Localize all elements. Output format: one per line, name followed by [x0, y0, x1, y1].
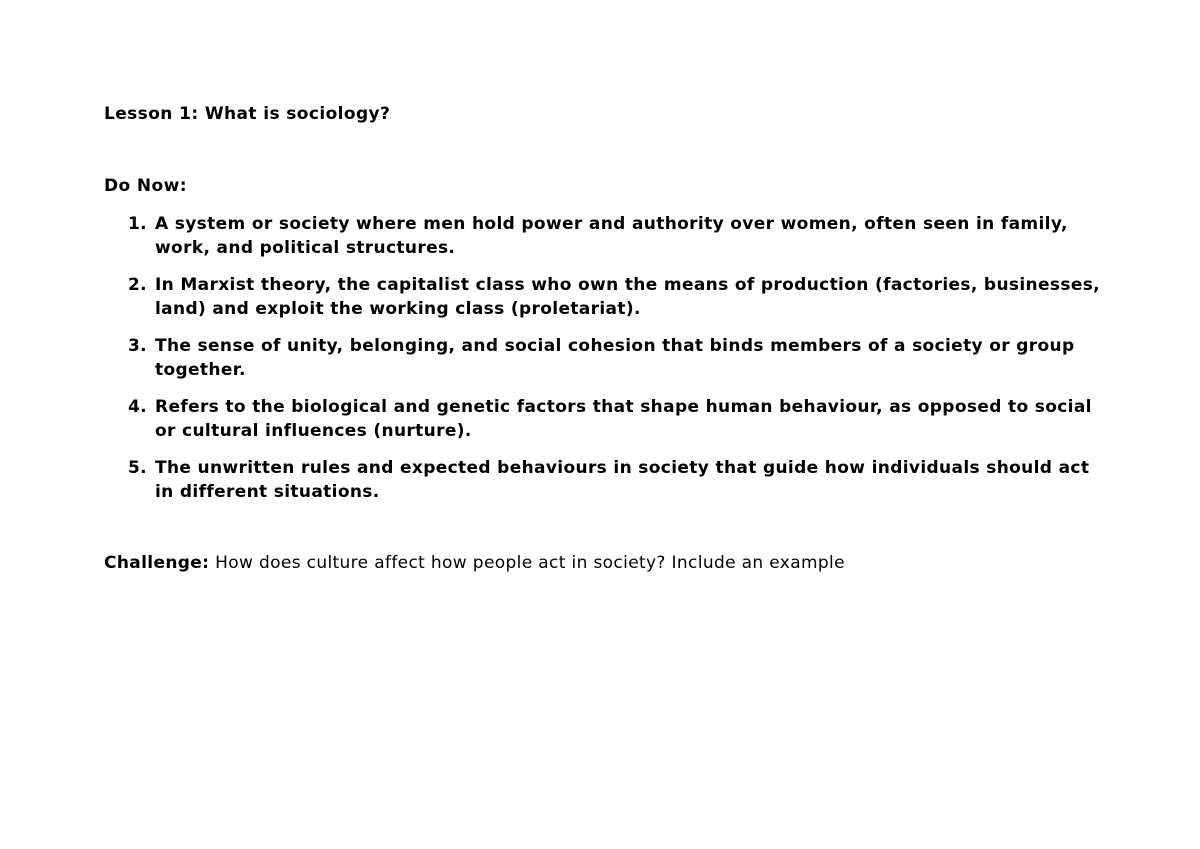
challenge-text: How does culture affect how people act in society? Include an example — [209, 553, 845, 573]
list-item — [104, 212, 1100, 260]
list-item — [104, 334, 1100, 382]
item-number: 2. — [128, 275, 147, 295]
challenge — [104, 553, 845, 573]
item-number: 1. — [128, 214, 147, 234]
do-now-list — [104, 212, 1104, 517]
item-text: In Marxist theory, the capitalist class who own the means of production (factories, businesses, land) and exploit the working class (proletariat). — [155, 275, 1100, 319]
list-item — [104, 456, 1100, 504]
item-text: A system or society where men hold power and authority over women, often seen in family, work, and political structures. — [155, 214, 1068, 258]
do-now-heading: Do Now: — [104, 176, 187, 196]
item-number: 3. — [128, 336, 147, 356]
lesson-title: Lesson 1: What is sociology? — [104, 104, 391, 124]
list-item — [104, 273, 1100, 321]
list-item — [104, 395, 1100, 443]
item-number: 5. — [128, 458, 147, 478]
challenge-label: Challenge: — [104, 553, 210, 573]
item-text: The unwritten rules and expected behaviours in society that guide how individuals should act in different situations. — [155, 458, 1090, 502]
item-text: The sense of unity, belonging, and social cohesion that binds members of a society or group together. — [155, 336, 1075, 380]
item-text: Refers to the biological and genetic factors that shape human behaviour, as opposed to social or cultural influences (nurture). — [155, 397, 1092, 441]
item-number: 4. — [128, 397, 147, 417]
